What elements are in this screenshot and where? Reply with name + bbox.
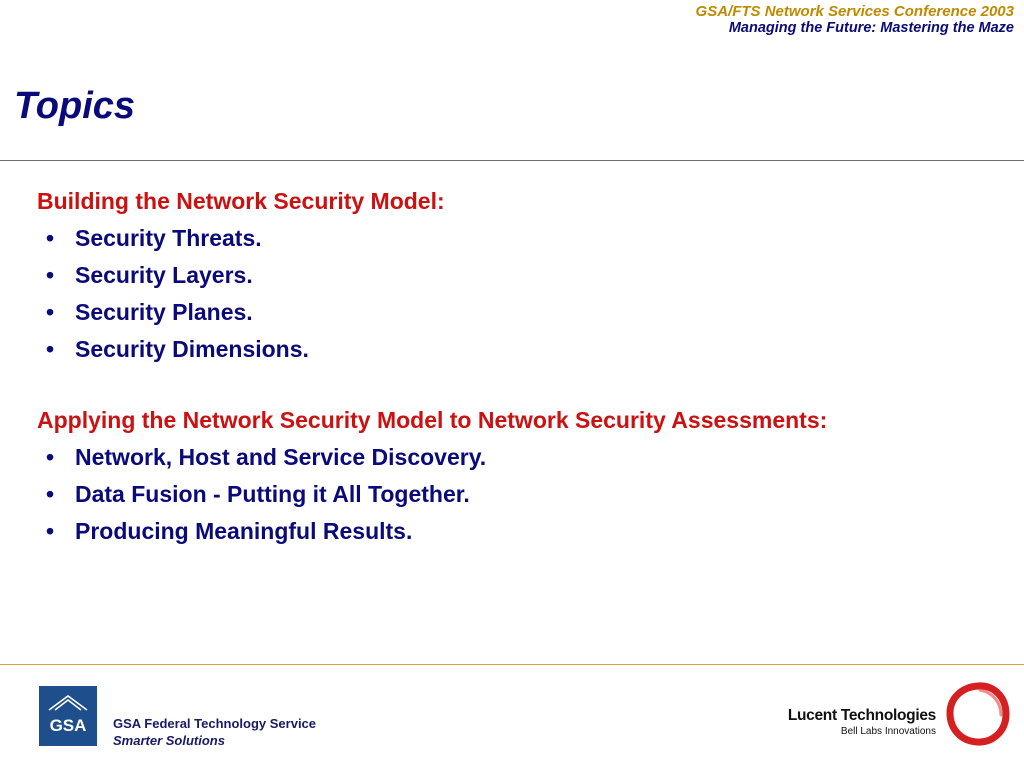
conference-header [696,3,1014,37]
slide-title: Topics [14,85,136,127]
conference-title: GSA/FTS Network Services Conference 2003 [695,3,1014,20]
gsa-emblem-icon [39,692,97,712]
bullet-list-model [37,220,827,368]
bullet-text: Data Fusion - Putting it All Together. [75,481,470,507]
list-item [37,294,827,331]
bullet-text: Network, Host and Service Discovery. [75,444,487,470]
bullet-icon: • [46,299,55,325]
lucent-subtitle: Bell Labs Innovations [840,726,936,737]
bullet-icon: • [46,225,55,251]
title-divider [0,160,1024,161]
bullet-text: Security Layers. [75,262,253,288]
gsa-name: GSA Federal Technology Service [113,716,317,731]
slide-content [37,184,827,550]
gsa-footer-text [113,715,316,749]
gsa-logo-icon [39,686,97,746]
bullet-list-assessments [37,439,827,550]
bullet-icon: • [46,336,55,362]
gsa-logo-text: GSA [49,716,87,735]
lucent-logo-text [788,708,936,740]
list-item [37,220,827,257]
bullet-icon: • [46,481,55,507]
list-item [37,331,827,368]
section-heading-assessments: Applying the Network Security Model to Network Security Assessments: [37,407,828,433]
section-heading-model: Building the Network Security Model: [37,188,445,214]
list-item [37,439,827,476]
bullet-icon: • [46,444,55,470]
bullet-icon: • [46,262,55,288]
list-item [37,476,827,513]
conference-subtitle: Managing the Future: Mastering the Maze [728,20,1014,36]
bullet-text: Security Dimensions. [75,336,309,362]
bullet-icon: • [46,518,55,544]
bullet-text: Security Planes. [75,299,253,325]
bullet-text: Producing Meaningful Results. [75,518,413,544]
lucent-ring-icon [944,680,1012,748]
list-item [37,513,827,550]
gsa-tagline: Smarter Solutions [113,733,225,748]
list-item [37,257,827,294]
lucent-name: Lucent Technologies [787,707,936,724]
bullet-text: Security Threats. [75,225,262,251]
footer-divider [0,664,1024,665]
